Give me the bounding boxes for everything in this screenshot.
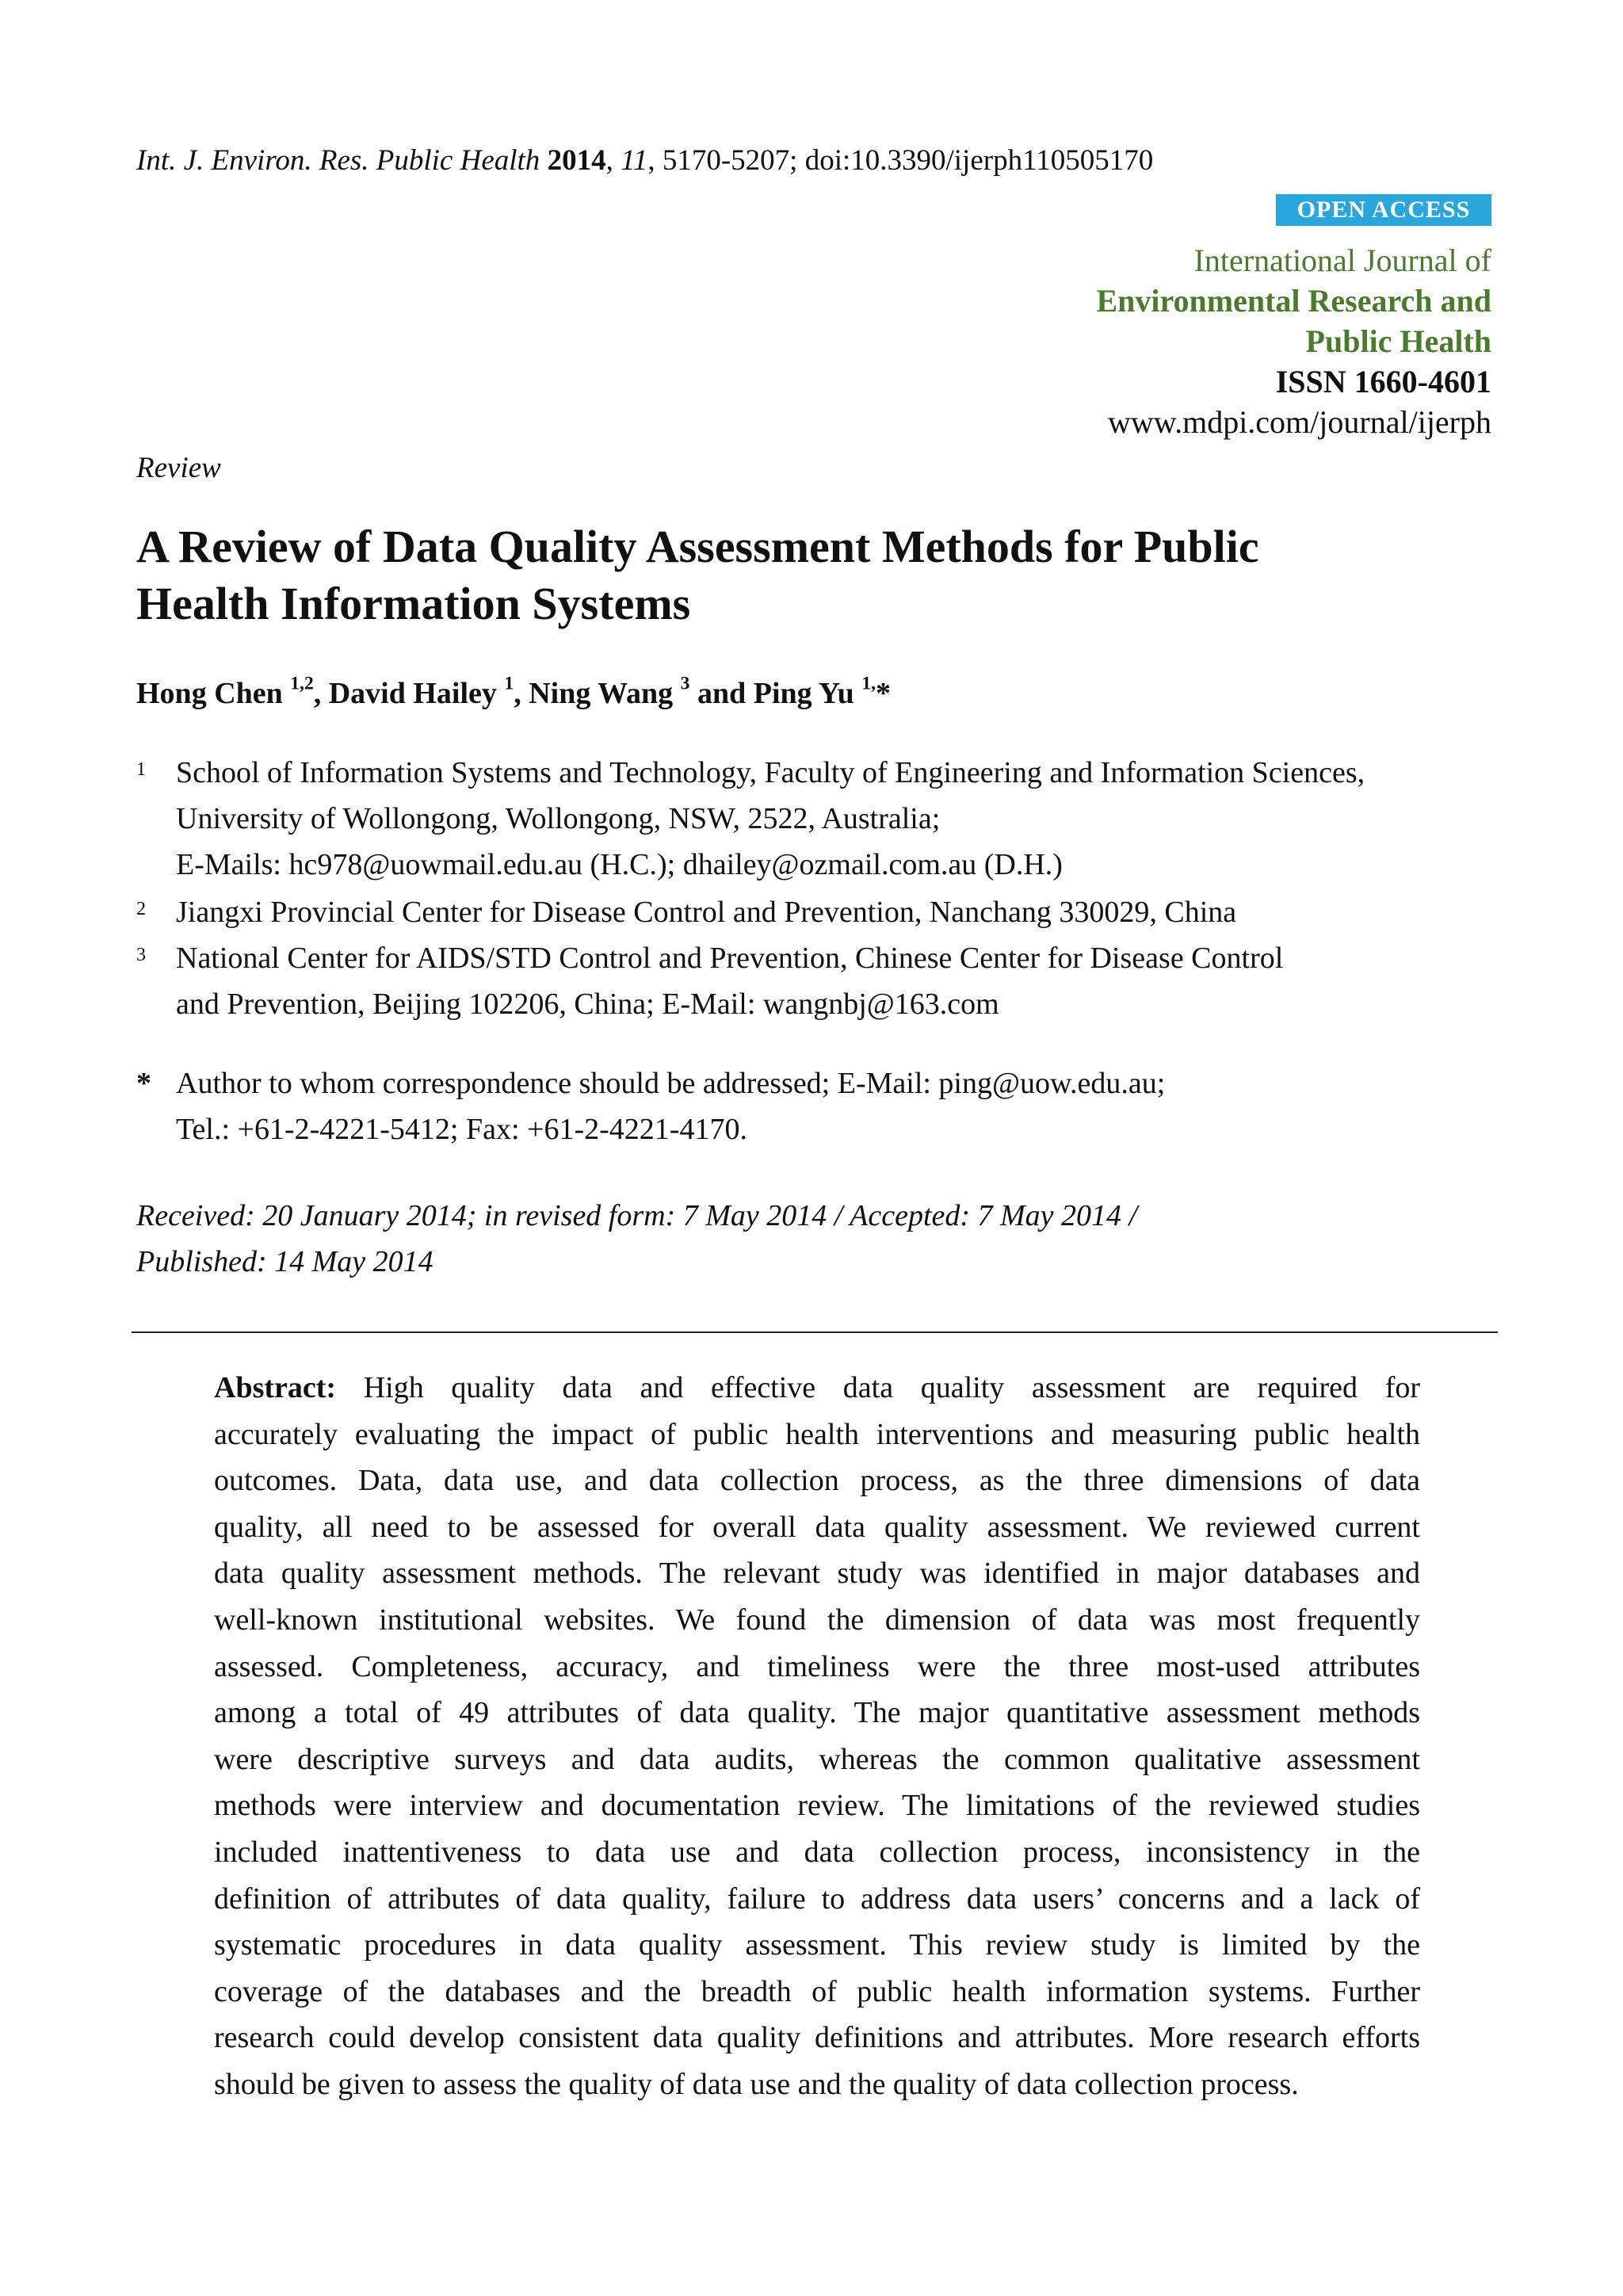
affiliation-line: and Prevention, Beijing 102206, China; E-Mail: wangnbj@163.com [176, 988, 999, 1021]
affiliation-line: Jiangxi Provincial Center for Disease Control and Prevention, Nanchang 330029, China [176, 896, 1237, 929]
author-name: Ping Yu [753, 677, 854, 710]
author-separator: , [313, 677, 329, 710]
affiliation-line: E-Mails: hc978@uowmail.edu.au (H.C.); dhailey@ozmail.com.au (D.H.) [176, 848, 1063, 881]
abstract-line: methods were interview and documentation review. The limitations of the reviewed studies [214, 1789, 1420, 1823]
journal-info-block [1096, 240, 1491, 442]
abstract-line: well-known institutional websites. We found the dimension of data was most frequently [214, 1603, 1420, 1637]
affiliation-number: 3 [136, 945, 146, 965]
author-name: David Hailey [328, 677, 497, 710]
author-affil-sup: 3 [680, 673, 690, 694]
affiliation-number: 1 [136, 759, 146, 780]
author-affil-sup: 1,2 [290, 673, 314, 694]
author-affil-sup: 1, [861, 673, 876, 694]
abstract-line: data quality assessment methods. The relevant study was identified in major databases and [214, 1557, 1420, 1591]
abstract-line: were descriptive surveys and data audits, whereas the common qualitative assessment [214, 1742, 1420, 1776]
article-type: Review [136, 452, 221, 484]
article-title [136, 518, 1499, 632]
abstract-line: should be given to assess the quality of data use and the quality of data collection process. [214, 2067, 1299, 2101]
abstract-line: definition of attributes of data quality, failure to address data users’ concerns and a lack of [214, 1881, 1420, 1916]
abstract-heading: Abstract: [214, 1371, 337, 1404]
author-list [136, 674, 891, 713]
corresponding-mark: * [876, 677, 891, 710]
dates-line1: Received: 20 January 2014; in revised form: 7 May 2014 / Accepted: 7 May 2014 / [136, 1199, 1138, 1232]
citation-doi[interactable]: doi:10.3390/ijerph110505170 [804, 144, 1154, 177]
article-title-line1: A Review of Data Quality Assessment Methods for Public [136, 521, 1259, 572]
journal-abbrev: Int. J. Environ. Res. Public Health [136, 144, 540, 177]
abstract-line: among a total of 49 attributes of data quality. The major quantitative assessment methods [214, 1696, 1420, 1730]
citation-year: 2014 [547, 144, 606, 177]
abstract-line: systematic procedures in data quality assessment. This review study is limited by the [214, 1928, 1420, 1962]
author-separator: and [689, 677, 754, 710]
abstract-line: accurately evaluating the impact of public health interventions and measuring public health [214, 1417, 1420, 1451]
abstract-block [214, 1365, 1420, 2108]
abstract-line [214, 1365, 1420, 1412]
journal-issn: ISSN 1660-4601 [1275, 364, 1491, 399]
journal-name-line3: Public Health [1305, 323, 1491, 359]
abstract-text: High quality data and effective data quality assessment are required for [363, 1371, 1420, 1404]
affiliation-2 [136, 889, 1515, 935]
affiliation-line: National Center for AIDS/STD Control and Prevention, Chinese Center for Disease Control [176, 942, 1284, 975]
citation-line: Int. J. Environ. Res. Public Health 2014, 11, 5170-5207; doi:10.3390/ijerph110505170 [136, 144, 1154, 177]
affiliation-3 [136, 935, 1515, 1027]
correspondence-line: Tel.: +61-2-4221-5412; Fax: +61-2-4221-4170. [176, 1113, 747, 1146]
affiliation-line: School of Information Systems and Technology, Faculty of Engineering and Information Sciences, [176, 756, 1365, 789]
correspondence-mark: * [136, 1067, 151, 1100]
citation-volume: 11 [621, 144, 648, 177]
publication-dates [136, 1193, 1137, 1285]
affiliation-line: University of Wollongong, Wollongong, NSW, 2522, Australia; [176, 802, 941, 835]
abstract-line: research could develop consistent data quality definitions and attributes. More research efforts [214, 2021, 1420, 2055]
section-divider [132, 1331, 1498, 1333]
abstract-line: quality, all need to be assessed for overall data quality assessment. We reviewed current [214, 1510, 1420, 1544]
abstract-line: included inattentiveness to data use and data collection process, inconsistency in the [214, 1835, 1420, 1869]
journal-name-line2: Environmental Research and [1096, 283, 1491, 319]
affiliation-1 [136, 750, 1515, 892]
author-separator: , [514, 677, 529, 710]
author-name: Ning Wang [529, 677, 674, 710]
affiliation-number: 2 [136, 899, 146, 919]
article-title-line2: Health Information Systems [136, 578, 691, 629]
abstract-line: assessed. Completeness, accuracy, and timeliness were the three most-used attributes [214, 1649, 1420, 1683]
citation-pages: 5170-5207 [662, 144, 790, 177]
abstract-line: coverage of the databases and the breadth of public health information systems. Further [214, 1974, 1420, 2008]
correspondence-line: Author to whom correspondence should be addressed; E-Mail: ping@uow.edu.au; [176, 1067, 1166, 1100]
correspondence-note [136, 1060, 1515, 1152]
journal-name-line1: International Journal of [1193, 243, 1491, 278]
abstract-line: outcomes. Data, data use, and data collection process, as the three dimensions of data [214, 1464, 1420, 1498]
journal-url[interactable]: www.mdpi.com/journal/ijerph [1108, 404, 1491, 440]
author-affil-sup: 1 [504, 673, 514, 694]
dates-line2: Published: 14 May 2014 [136, 1245, 433, 1278]
open-access-badge: OPEN ACCESS [1276, 194, 1491, 226]
author-name: Hong Chen [136, 677, 283, 710]
